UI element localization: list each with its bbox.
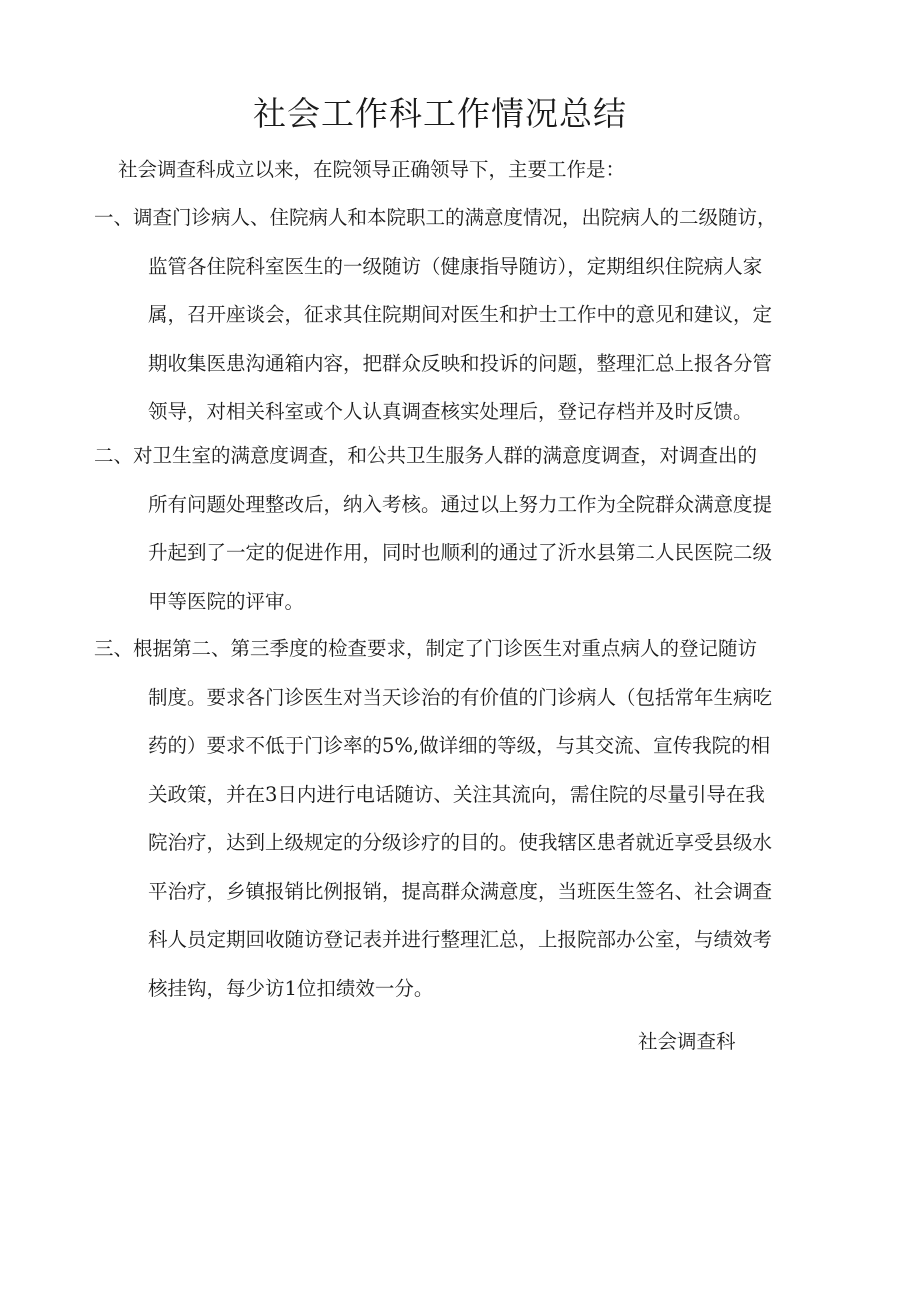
section-2-line-4: 甲等医院的评审。	[148, 589, 305, 613]
section-2	[94, 432, 772, 626]
section-1-line-1: 一、调查门诊病人、住院病人和本院职工的满意度情况，出院病人的二级随访，	[94, 206, 777, 229]
section-2-line-3: 升起到了一定的促进作用，同时也顺利的通过了沂水县第二人民医院二级	[148, 541, 773, 564]
section-1-line-2: 监管各住院科室医生的一级随访（健康指导随访），定期组织住院病人家	[148, 254, 763, 278]
section-3	[94, 625, 772, 1013]
section-3-line-7: 科人员定期回收随访登记表并进行整理汇总，上报院部办公室，与绩效考	[148, 928, 773, 951]
intro-paragraph: 社会调查科成立以来，在院领导正确领导下，主要工作是：	[118, 158, 626, 181]
section-2-line-1: 二、对卫生室的满意度调查，和公共卫生服务人群的满意度调查，对调查出的	[94, 444, 758, 467]
section-3-line-4: 关政策，并在3日内进行电话随访、关注其流向，需住院的尽量引导在我	[148, 782, 765, 806]
section-1-line-4: 期收集医患沟通箱内容，把群众反映和投诉的问题，整理汇总上报各分管	[148, 351, 773, 375]
section-2-line-2: 所有问题处理整改后，纳入考核。通过以上努力工作为全院群众满意度提	[148, 492, 773, 516]
section-3-line-2: 制度。要求各门诊医生对当天诊治的有价值的门诊病人（包括常年生病吃	[148, 685, 773, 709]
section-3-line-6: 平治疗，乡镇报销比例报销，提高群众满意度，当班医生签名、社会调查	[148, 879, 773, 903]
section-1-line-3: 属，召开座谈会，征求其住院期间对医生和护士工作中的意见和建议，定	[148, 303, 773, 326]
section-1	[94, 194, 777, 437]
signature-department: 社会调查科	[638, 1030, 736, 1053]
section-3-line-1: 三、根据第二、第三季度的检查要求，制定了门诊医生对重点病人的登记随访	[94, 637, 758, 660]
section-3-line-8: 核挂钩，每少访1位扣绩效一分。	[148, 976, 434, 1000]
document-title: 社会工作科工作情况总结	[253, 94, 627, 133]
section-1-line-5: 领导，对相关科室或个人认真调查核实处理后，登记存档并及时反馈。	[148, 400, 753, 423]
section-3-line-3: 药的）要求不低于门诊率的5%,做详细的等级，与其交流、宣传我院的相	[148, 734, 771, 757]
section-3-line-5: 院治疗，达到上级规定的分级诊疗的目的。使我辖区患者就近享受县级水	[148, 831, 773, 854]
